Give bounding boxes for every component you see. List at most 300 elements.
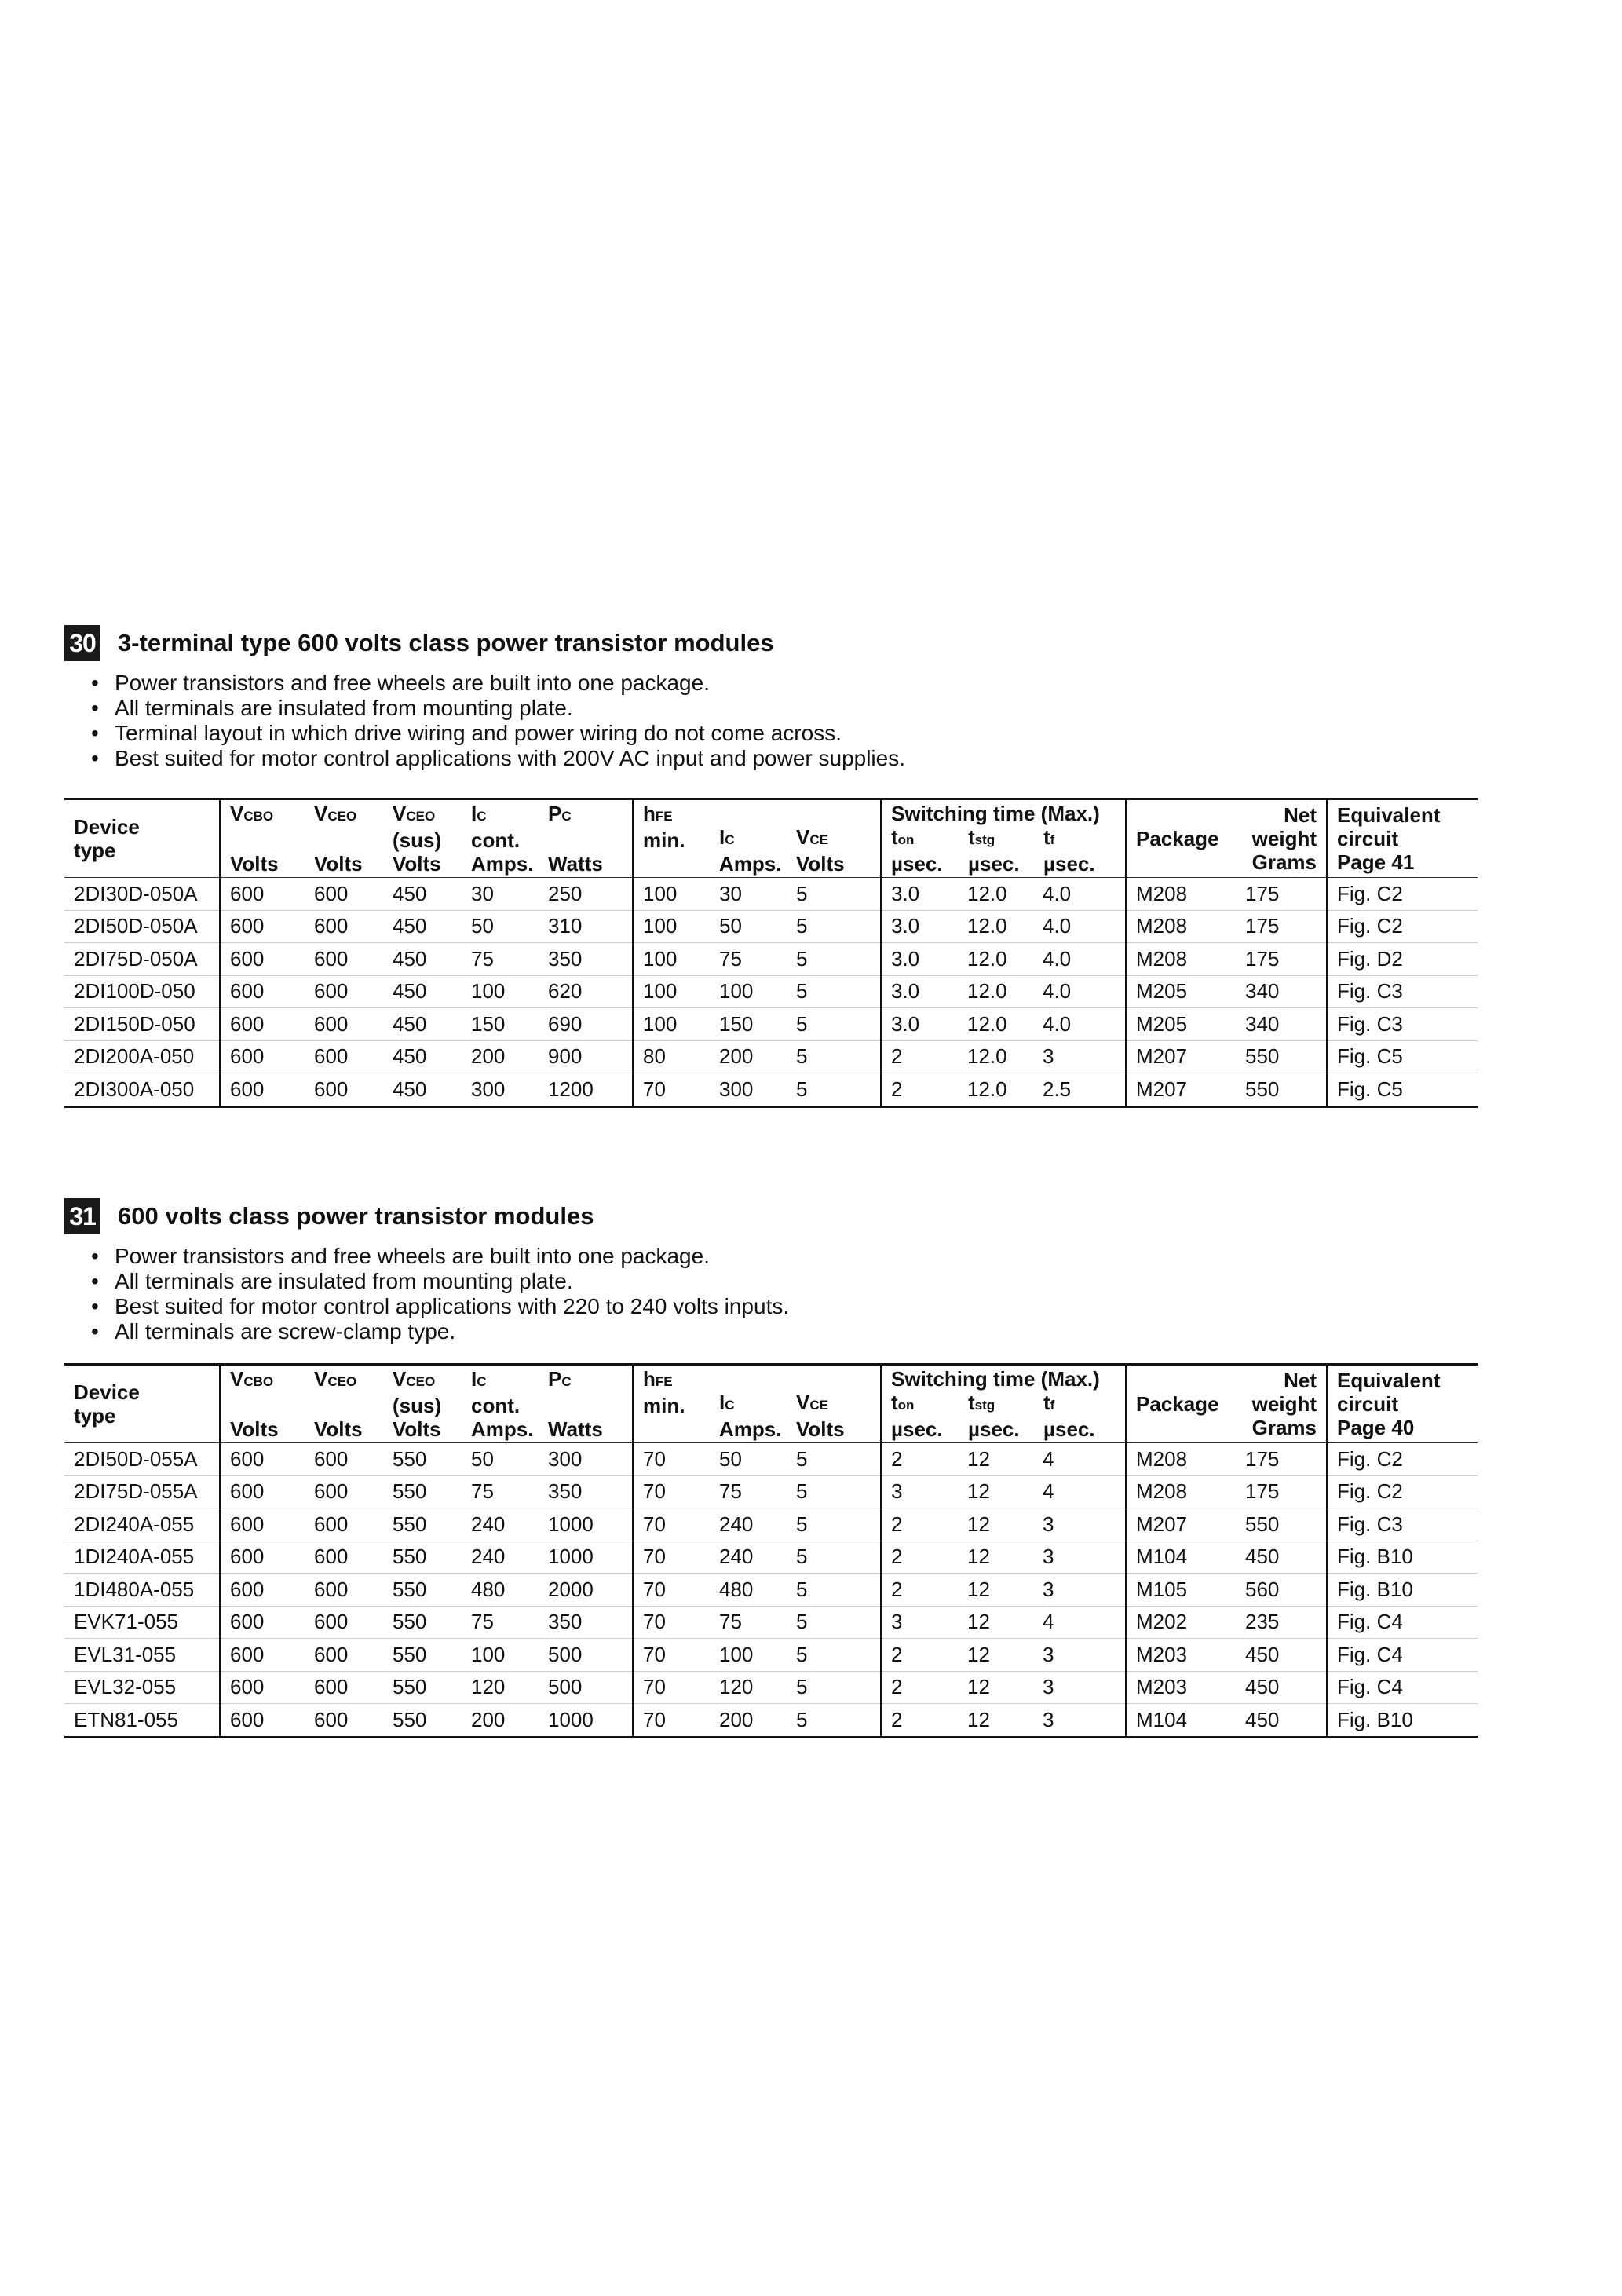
cell-equivalent-circuit: Fig. C2 <box>1327 910 1478 943</box>
cell-pc: 1000 <box>539 1541 633 1574</box>
header-switching-time: Switching time (Max.) ton tstg tf µsec. µsec. µsec. <box>881 799 1126 878</box>
cell-device-type: EVK71-055 <box>64 1606 220 1639</box>
cell-vce: 5 <box>787 1508 881 1541</box>
cell-ic: 200 <box>719 1707 754 1731</box>
cell-pc: 500 <box>539 1671 633 1704</box>
cell-vceo-sus: 450 <box>393 1077 427 1101</box>
table-row <box>64 1008 1478 1041</box>
cell-vceo-sus: 550 <box>383 1508 462 1541</box>
section-number-badge: 30 <box>64 625 100 661</box>
cell-pc: 900 <box>539 1040 633 1073</box>
section-heading <box>64 1198 1478 1234</box>
table-row <box>64 1443 1478 1476</box>
cell-t-stg: 12 <box>958 1541 1033 1574</box>
header-device: Device type <box>64 1365 220 1443</box>
cell-t-on: 3 <box>881 1606 958 1639</box>
table-row <box>64 910 1478 943</box>
cell-vce: 5 <box>787 1606 881 1639</box>
cell-package: M105 <box>1126 1574 1236 1607</box>
cell-net-weight: 560 <box>1236 1574 1327 1607</box>
cell-device-type: 2DI75D-055A <box>64 1475 220 1508</box>
cell-t-on: 2 <box>881 1508 958 1541</box>
cell-device-type: EVL31-055 <box>64 1639 220 1672</box>
table-row <box>64 1671 1478 1704</box>
header-vce: VCE Volts <box>787 1365 881 1443</box>
cell-ic: 75 <box>710 1475 787 1508</box>
cell-pc: 1000 <box>539 1508 633 1541</box>
header-net-weight: Net weight Grams <box>1236 1365 1327 1443</box>
cell-ic: 30 <box>710 878 787 911</box>
cell-t-on: 3.0 <box>881 943 958 976</box>
cell-t-stg: 12 <box>958 1606 1033 1639</box>
cell-t-f: 3 <box>1033 1574 1126 1607</box>
cell-hfe-min: 70 <box>633 1508 710 1541</box>
cell-device-type: 2DI200A-050 <box>64 1040 220 1073</box>
cell-package: M104 <box>1126 1704 1236 1738</box>
cell-net-weight: 340 <box>1236 1008 1327 1041</box>
cell-net-weight: 450 <box>1236 1639 1327 1672</box>
cell-vceo-sus: 450 <box>383 878 462 911</box>
cell-pc: 500 <box>539 1639 633 1672</box>
cell-t-stg: 12.0 <box>958 1040 1033 1073</box>
cell-net-weight: 175 <box>1236 943 1327 976</box>
cell-package: M207 <box>1126 1040 1236 1073</box>
cell-hfe-min: 100 <box>633 1008 710 1041</box>
cell-vcbo: 600 <box>220 943 305 976</box>
section-30 <box>64 625 1478 1101</box>
cell-ic-cont: 50 <box>462 910 539 943</box>
header-switching-time: Switching time (Max.) ton tstg tf µsec. µsec. µsec. <box>881 1365 1126 1443</box>
cell-t-f: 3 <box>1033 1671 1126 1704</box>
cell-t-stg: 12 <box>958 1639 1033 1672</box>
cell-t-stg: 12.0 <box>958 1008 1033 1041</box>
cell-net-weight: 175 <box>1236 1475 1327 1508</box>
feature-item: • All terminals are insulated from mounting plate. <box>91 1269 1478 1294</box>
table-row <box>64 1541 1478 1574</box>
cell-package: M203 <box>1126 1671 1236 1704</box>
cell-vce: 5 <box>787 1671 881 1704</box>
cell-device-type: 2DI100D-050 <box>64 975 220 1008</box>
header-hfe: hFE min. <box>633 1365 710 1443</box>
cell-t-stg: 12.0 <box>967 1077 1007 1101</box>
cell-ic-cont: 240 <box>462 1541 539 1574</box>
table-row <box>64 1704 1478 1738</box>
cell-t-f: 3 <box>1033 1541 1126 1574</box>
cell-ic: 75 <box>710 1606 787 1639</box>
cell-net-weight: 550 <box>1236 1040 1327 1073</box>
cell-t-stg: 12.0 <box>958 878 1033 911</box>
cell-net-weight: 450 <box>1236 1671 1327 1704</box>
cell-package: M205 <box>1126 1008 1236 1041</box>
cell-vceo-sus: 550 <box>383 1541 462 1574</box>
table-row <box>64 1475 1478 1508</box>
cell-t-f: 3 <box>1033 1040 1126 1073</box>
cell-ic: 75 <box>710 943 787 976</box>
cell-device-type: EVL32-055 <box>64 1671 220 1704</box>
cell-vceo: 600 <box>314 1707 349 1731</box>
cell-vce: 5 <box>787 1040 881 1073</box>
cell-equivalent-circuit: Fig. B10 <box>1327 1574 1478 1607</box>
cell-equivalent-circuit: Fig. C5 <box>1327 1073 1478 1107</box>
cell-t-f: 4 <box>1033 1443 1126 1476</box>
cell-vce: 5 <box>796 1707 808 1731</box>
cell-package: M207 <box>1126 1073 1236 1107</box>
cell-t-stg: 12.0 <box>958 910 1033 943</box>
feature-list <box>64 1244 1478 1344</box>
cell-ic-cont: 120 <box>462 1671 539 1704</box>
cell-vceo-sus: 450 <box>383 1040 462 1073</box>
table-row <box>64 1574 1478 1607</box>
cell-pc: 350 <box>539 1606 633 1639</box>
cell-pc: 350 <box>539 943 633 976</box>
cell-vceo-sus: 550 <box>383 1443 462 1476</box>
cell-package: M205 <box>1126 975 1236 1008</box>
cell-pc: 690 <box>539 1008 633 1041</box>
cell-t-f: 4.0 <box>1033 1008 1126 1041</box>
cell-ic-cont: 480 <box>462 1574 539 1607</box>
cell-vceo: 600 <box>305 1475 383 1508</box>
cell-hfe-min: 100 <box>633 878 710 911</box>
cell-device-type: 2DI50D-050A <box>64 910 220 943</box>
cell-ic: 50 <box>710 910 787 943</box>
cell-vce: 5 <box>787 1541 881 1574</box>
cell-vcbo: 600 <box>220 1040 305 1073</box>
header-ic: IC Amps. <box>710 799 787 878</box>
cell-hfe-min: 70 <box>633 1443 710 1476</box>
cell-vceo-sus: 550 <box>383 1671 462 1704</box>
cell-vceo-sus: 550 <box>383 1639 462 1672</box>
cell-vcbo: 600 <box>220 910 305 943</box>
cell-device-type: 1DI240A-055 <box>64 1541 220 1574</box>
table-row <box>64 1639 1478 1672</box>
cell-vceo-sus: 550 <box>383 1606 462 1639</box>
cell-ic-cont: 240 <box>462 1508 539 1541</box>
cell-equivalent-circuit: Fig. C3 <box>1327 975 1478 1008</box>
cell-ic-cont: 100 <box>462 975 539 1008</box>
cell-equivalent-circuit: Fig. C2 <box>1327 1475 1478 1508</box>
cell-vcbo: 600 <box>220 1639 305 1672</box>
cell-device-type: 2DI50D-055A <box>64 1443 220 1476</box>
cell-device-type: 2DI150D-050 <box>64 1008 220 1041</box>
cell-vcbo: 600 <box>220 878 305 911</box>
cell-equivalent-circuit: Fig. D2 <box>1327 943 1478 976</box>
cell-vceo: 600 <box>305 1639 383 1672</box>
cell-t-on: 2 <box>881 1704 958 1738</box>
feature-item: • Best suited for motor control applications with 200V AC input and power supplies. <box>91 746 1478 771</box>
cell-vcbo: 600 <box>220 1508 305 1541</box>
cell-net-weight: 175 <box>1236 878 1327 911</box>
cell-vceo: 600 <box>305 943 383 976</box>
cell-package: M208 <box>1126 910 1236 943</box>
header-vceo-sus: VCEO (sus) Volts <box>383 1365 462 1443</box>
cell-hfe-min: 70 <box>633 1704 710 1738</box>
cell-t-stg: 12.0 <box>958 943 1033 976</box>
cell-vce: 5 <box>787 943 881 976</box>
header-package: Package <box>1126 1365 1236 1443</box>
header-ic-cont: IC cont. Amps. <box>462 799 539 878</box>
cell-t-stg: 12 <box>958 1671 1033 1704</box>
cell-vcbo: 600 <box>220 1475 305 1508</box>
cell-t-on: 2 <box>881 1639 958 1672</box>
cell-hfe-min: 70 <box>633 1475 710 1508</box>
header-hfe: hFE min. <box>633 799 710 878</box>
table-row <box>64 1073 1478 1107</box>
feature-item: • Best suited for motor control applications with 220 to 240 volts inputs. <box>91 1294 1478 1319</box>
cell-equivalent-circuit: Fig. C3 <box>1327 1008 1478 1041</box>
cell-equivalent-circuit: Fig. C5 <box>1327 1040 1478 1073</box>
cell-vce: 5 <box>787 1008 881 1041</box>
header-equivalent-circuit: Equivalent circuit Page 40 <box>1327 1365 1478 1443</box>
cell-vceo-sus: 450 <box>383 943 462 976</box>
cell-ic: 480 <box>710 1574 787 1607</box>
section-number-badge: 31 <box>64 1198 100 1234</box>
feature-item: • Terminal layout in which drive wiring and power wiring do not come across. <box>91 721 1478 746</box>
cell-equivalent-circuit: Fig. C4 <box>1327 1671 1478 1704</box>
cell-vcbo: 600 <box>220 1008 305 1041</box>
cell-device-type: 2DI240A-055 <box>64 1508 220 1541</box>
cell-net-weight: 550 <box>1245 1077 1280 1101</box>
cell-t-stg: 12 <box>958 1508 1033 1541</box>
cell-equivalent-circuit: Fig. C3 <box>1327 1508 1478 1541</box>
table-row <box>64 878 1478 911</box>
cell-vceo: 600 <box>305 1508 383 1541</box>
cell-vceo: 600 <box>305 1671 383 1704</box>
cell-hfe-min: 70 <box>633 1574 710 1607</box>
cell-t-on: 3.0 <box>881 975 958 1008</box>
cell-vceo-sus: 550 <box>383 1574 462 1607</box>
cell-pc: 300 <box>539 1443 633 1476</box>
cell-t-stg: 12 <box>967 1707 990 1731</box>
cell-vceo: 600 <box>305 910 383 943</box>
header-vcbo: VCBO Volts <box>220 1365 305 1443</box>
header-vce: VCE Volts <box>787 799 881 878</box>
cell-hfe-min: 70 <box>633 1606 710 1639</box>
cell-package: M208 <box>1126 1475 1236 1508</box>
cell-t-f: 4.0 <box>1033 975 1126 1008</box>
table-row <box>64 943 1478 976</box>
cell-vceo-sus: 550 <box>393 1707 427 1731</box>
cell-hfe-min: 70 <box>633 1639 710 1672</box>
cell-vcbo: 600 <box>220 1541 305 1574</box>
cell-vce: 5 <box>787 1475 881 1508</box>
cell-ic-cont: 100 <box>462 1639 539 1672</box>
cell-vce: 5 <box>787 975 881 1008</box>
cell-ic-cont: 75 <box>462 1475 539 1508</box>
cell-vceo-sus: 550 <box>383 1475 462 1508</box>
cell-t-f: 4.0 <box>1033 943 1126 976</box>
cell-t-f: 4 <box>1033 1475 1126 1508</box>
cell-t-stg: 12 <box>958 1443 1033 1476</box>
cell-hfe-min: 70 <box>633 1671 710 1704</box>
spec-table <box>64 798 1478 1108</box>
cell-ic-cont: 200 <box>471 1707 506 1731</box>
header-equivalent-circuit: Equivalent circuit Page 41 <box>1327 799 1478 878</box>
cell-t-stg: 12.0 <box>958 975 1033 1008</box>
cell-ic-cont: 300 <box>471 1077 506 1101</box>
cell-net-weight: 175 <box>1236 1443 1327 1476</box>
cell-package: M208 <box>1126 878 1236 911</box>
cell-t-f: 4.0 <box>1033 878 1126 911</box>
cell-t-f: 4 <box>1033 1606 1126 1639</box>
cell-vce: 5 <box>787 1639 881 1672</box>
table-row <box>64 1606 1478 1639</box>
cell-device-type: ETN81-055 <box>74 1707 178 1731</box>
header-vceo-sus: VCEO (sus) Volts <box>383 799 462 878</box>
cell-hfe-min: 70 <box>633 1073 710 1107</box>
cell-net-weight: 235 <box>1236 1606 1327 1639</box>
cell-ic: 100 <box>710 975 787 1008</box>
header-net-weight: Net weight Grams <box>1236 799 1327 878</box>
feature-item: • All terminals are insulated from mounting plate. <box>91 696 1478 721</box>
section-title: 3-terminal type 600 volts class power transistor modules <box>118 629 774 656</box>
cell-vcbo: 600 <box>220 1704 305 1738</box>
header-vceo: VCEO Volts <box>305 1365 383 1443</box>
cell-package: M202 <box>1126 1606 1236 1639</box>
cell-ic-cont: 75 <box>462 1606 539 1639</box>
cell-equivalent-circuit: Fig. C4 <box>1327 1639 1478 1672</box>
table-row <box>64 1040 1478 1073</box>
feature-item: • Power transistors and free wheels are built into one package. <box>91 1244 1478 1269</box>
cell-t-on: 2 <box>881 1574 958 1607</box>
cell-ic-cont: 150 <box>462 1008 539 1041</box>
cell-ic: 240 <box>710 1508 787 1541</box>
cell-vceo: 600 <box>305 1008 383 1041</box>
cell-hfe-min: 80 <box>633 1040 710 1073</box>
cell-ic: 150 <box>710 1008 787 1041</box>
cell-device-type: 1DI480A-055 <box>64 1574 220 1607</box>
cell-vcbo: 600 <box>220 1574 305 1607</box>
cell-ic-cont: 75 <box>462 943 539 976</box>
cell-t-on: 2 <box>881 1671 958 1704</box>
cell-net-weight: 175 <box>1236 910 1327 943</box>
cell-package: M104 <box>1126 1541 1236 1574</box>
cell-t-on: 2 <box>881 1443 958 1476</box>
cell-device-type: 2DI75D-050A <box>64 943 220 976</box>
cell-pc: 310 <box>539 910 633 943</box>
cell-vceo: 600 <box>305 1574 383 1607</box>
header-ic: IC Amps. <box>710 1365 787 1443</box>
section-heading <box>64 625 1478 661</box>
cell-vce: 5 <box>787 878 881 911</box>
cell-pc: 350 <box>539 1475 633 1508</box>
cell-ic-cont: 200 <box>462 1040 539 1073</box>
cell-hfe-min: 100 <box>633 975 710 1008</box>
cell-vceo: 600 <box>305 975 383 1008</box>
table-header-row <box>64 1365 1478 1443</box>
cell-vceo-sus: 450 <box>383 1008 462 1041</box>
cell-equivalent-circuit: Fig. C4 <box>1327 1606 1478 1639</box>
cell-t-on: 2 <box>881 1073 958 1107</box>
feature-item: • All terminals are screw-clamp type. <box>91 1319 1478 1344</box>
cell-ic: 200 <box>710 1040 787 1073</box>
cell-vceo: 600 <box>305 1443 383 1476</box>
header-ic-cont: IC cont. Amps. <box>462 1365 539 1443</box>
cell-package: M203 <box>1126 1639 1236 1672</box>
cell-t-stg: 12 <box>958 1574 1033 1607</box>
cell-t-f: 3 <box>1033 1639 1126 1672</box>
cell-package: M208 <box>1126 943 1236 976</box>
cell-vcbo: 600 <box>220 1443 305 1476</box>
cell-t-f: 3 <box>1043 1707 1054 1731</box>
header-pc: PC Watts <box>539 1365 633 1443</box>
cell-net-weight: 340 <box>1236 975 1327 1008</box>
header-pc: PC Watts <box>539 799 633 878</box>
cell-equivalent-circuit: Fig. B10 <box>1327 1541 1478 1574</box>
cell-vcbo: 600 <box>220 1671 305 1704</box>
table-row <box>64 975 1478 1008</box>
cell-vceo: 600 <box>305 1606 383 1639</box>
cell-vceo: 600 <box>305 1040 383 1073</box>
cell-vceo: 600 <box>305 878 383 911</box>
cell-ic: 240 <box>710 1541 787 1574</box>
cell-package: M208 <box>1126 1443 1236 1476</box>
cell-ic: 100 <box>710 1639 787 1672</box>
cell-ic: 50 <box>710 1443 787 1476</box>
cell-vcbo: 600 <box>220 1073 305 1107</box>
cell-vcbo: 600 <box>220 975 305 1008</box>
section-title: 600 volts class power transistor modules <box>118 1202 594 1230</box>
header-device: Device type <box>64 799 220 878</box>
cell-pc: 2000 <box>539 1574 633 1607</box>
cell-hfe-min: 70 <box>633 1541 710 1574</box>
cell-ic: 120 <box>710 1671 787 1704</box>
feature-list <box>64 671 1478 771</box>
cell-t-on: 2 <box>881 1040 958 1073</box>
cell-device-type: 2DI300A-050 <box>74 1077 195 1101</box>
cell-t-on: 3 <box>881 1475 958 1508</box>
cell-equivalent-circuit: Fig. C2 <box>1327 878 1478 911</box>
cell-hfe-min: 100 <box>633 910 710 943</box>
section-31 <box>64 1198 1478 1731</box>
cell-ic: 300 <box>719 1077 754 1101</box>
cell-net-weight: 550 <box>1236 1508 1327 1541</box>
cell-net-weight: 450 <box>1236 1541 1327 1574</box>
cell-vce: 5 <box>787 1574 881 1607</box>
cell-vce: 5 <box>796 1077 808 1101</box>
feature-item: • Power transistors and free wheels are built into one package. <box>91 671 1478 696</box>
cell-t-on: 2 <box>881 1541 958 1574</box>
cell-t-on: 3.0 <box>881 878 958 911</box>
cell-vceo: 600 <box>305 1541 383 1574</box>
cell-vceo: 600 <box>314 1077 349 1101</box>
cell-t-f: 3 <box>1033 1508 1126 1541</box>
cell-device-type: 2DI30D-050A <box>64 878 220 911</box>
cell-vcbo: 600 <box>220 1606 305 1639</box>
cell-t-on: 3.0 <box>881 1008 958 1041</box>
header-vceo: VCEO Volts <box>305 799 383 878</box>
spec-table <box>64 1363 1478 1738</box>
table-header-row <box>64 799 1478 878</box>
cell-net-weight: 450 <box>1245 1707 1280 1731</box>
header-vcbo: VCBO Volts <box>220 799 305 878</box>
cell-t-stg: 12 <box>958 1475 1033 1508</box>
cell-vce: 5 <box>787 910 881 943</box>
header-package: Package <box>1126 799 1236 878</box>
cell-ic-cont: 30 <box>462 878 539 911</box>
cell-pc: 1200 <box>548 1077 594 1101</box>
cell-pc: 1000 <box>548 1707 594 1731</box>
cell-vce: 5 <box>787 1443 881 1476</box>
cell-hfe-min: 100 <box>633 943 710 976</box>
cell-package: M207 <box>1126 1508 1236 1541</box>
cell-t-on: 3.0 <box>881 910 958 943</box>
cell-t-f: 2.5 <box>1043 1077 1072 1101</box>
cell-equivalent-circuit: Fig. C2 <box>1327 1443 1478 1476</box>
cell-vceo-sus: 450 <box>383 910 462 943</box>
cell-equivalent-circuit: Fig. B10 <box>1327 1704 1478 1738</box>
cell-ic-cont: 50 <box>462 1443 539 1476</box>
cell-vceo-sus: 450 <box>383 975 462 1008</box>
